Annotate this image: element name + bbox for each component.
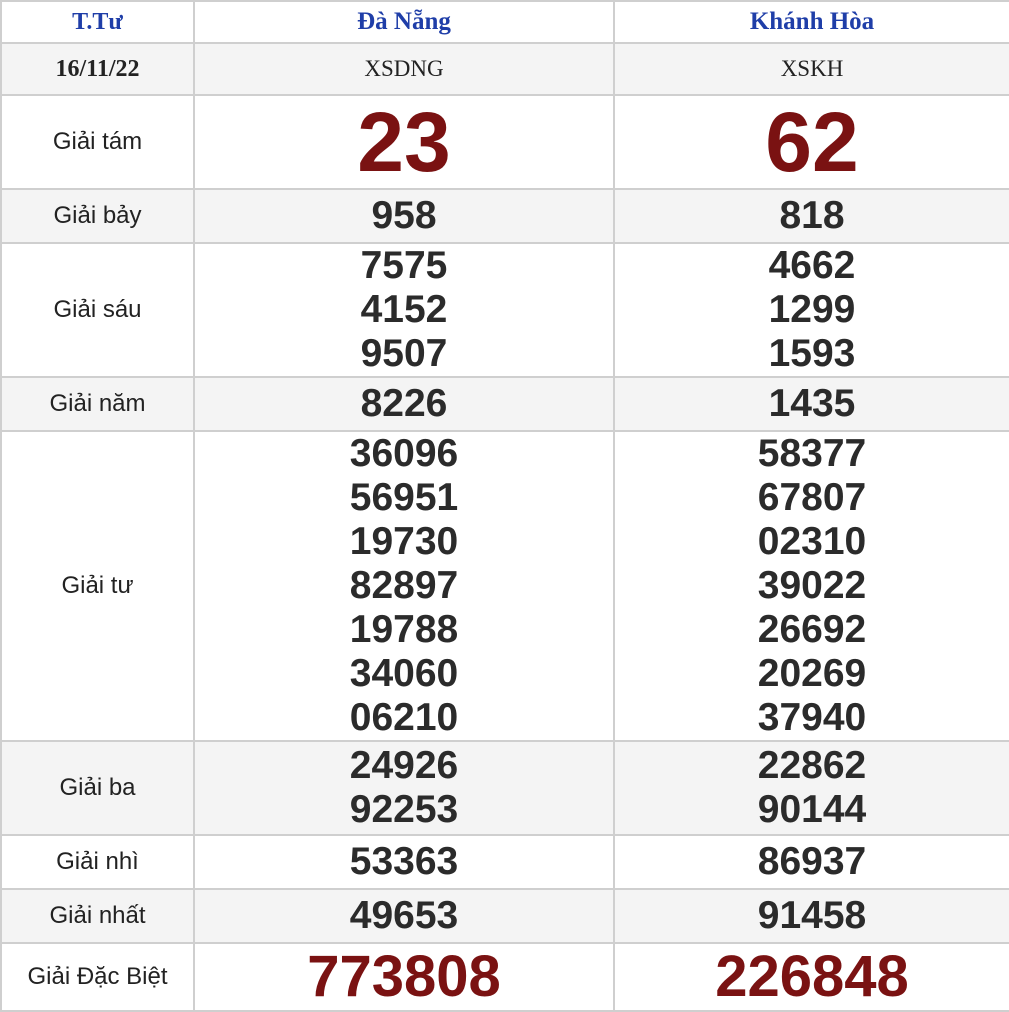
prize-cell-da-nang — [194, 431, 614, 741]
prize-number: 06210 — [349, 696, 459, 739]
prize-row-giai-nhi — [1, 835, 1009, 889]
prize-row-giai-dac-biet — [1, 943, 1009, 1011]
prize-number: 34060 — [349, 652, 459, 695]
date-row — [1, 43, 1009, 95]
prize-number: 958 — [371, 194, 437, 237]
prize-number: 36096 — [349, 432, 459, 475]
prize-cell-khanh-hoa — [614, 243, 1009, 377]
prize-number: 4662 — [768, 244, 856, 287]
prize-row-giai-nhat — [1, 889, 1009, 943]
prize-number: 1299 — [768, 288, 856, 331]
code-khanh-hoa: XSKH — [614, 43, 1009, 95]
prize-row-giai-nam — [1, 377, 1009, 431]
prize-number: 7575 — [360, 244, 448, 287]
prize-row-giai-ba — [1, 741, 1009, 835]
header-row — [1, 1, 1009, 43]
prize-number: 67807 — [757, 476, 867, 519]
prize-number: 56951 — [349, 476, 459, 519]
weekday-label: T.Tư — [1, 1, 194, 43]
prize-number: 92253 — [349, 788, 459, 831]
prize-label: Giải nhất — [1, 889, 194, 943]
prize-number: 818 — [779, 194, 845, 237]
prize-number: 37940 — [757, 696, 867, 739]
prize-number: 22862 — [757, 744, 867, 787]
prize-cell-da-nang — [194, 189, 614, 243]
prize-number: 82897 — [349, 564, 459, 607]
prize-cell-khanh-hoa — [614, 189, 1009, 243]
prize-cell-khanh-hoa — [614, 431, 1009, 741]
prize-number: 4152 — [360, 288, 448, 331]
prize-number: 1435 — [768, 382, 856, 425]
special-prize-number: 773808 — [307, 944, 501, 1009]
prize-number: 20269 — [757, 652, 867, 695]
prize-number: 53363 — [349, 840, 459, 883]
prize-cell-da-nang — [194, 377, 614, 431]
prize-cell-khanh-hoa — [614, 377, 1009, 431]
prize-cell-khanh-hoa — [614, 889, 1009, 943]
prize-cell-da-nang — [194, 95, 614, 189]
prize-label: Giải nhì — [1, 835, 194, 889]
prize-cell-khanh-hoa — [614, 835, 1009, 889]
prize-number: 1593 — [768, 332, 856, 375]
prize-number: 39022 — [757, 564, 867, 607]
prize-row-giai-tu — [1, 431, 1009, 741]
prize-row-giai-bay — [1, 189, 1009, 243]
prize-cell-khanh-hoa — [614, 943, 1009, 1011]
prize-number: 26692 — [757, 608, 867, 651]
special-prize-number: 226848 — [715, 944, 909, 1009]
prize-cell-khanh-hoa — [614, 95, 1009, 189]
prize-number: 24926 — [349, 744, 459, 787]
prize-number: 49653 — [349, 894, 459, 937]
prize-label: Giải tám — [1, 95, 194, 189]
prize-cell-da-nang — [194, 835, 614, 889]
prize-label: Giải bảy — [1, 189, 194, 243]
prize-number: 90144 — [757, 788, 867, 831]
prize-cell-da-nang — [194, 943, 614, 1011]
prize-row-giai-sau — [1, 243, 1009, 377]
prize-number: 62 — [765, 95, 859, 189]
prize-label: Giải ba — [1, 741, 194, 835]
prize-number: 19788 — [349, 608, 459, 651]
prize-number: 19730 — [349, 520, 459, 563]
prize-cell-da-nang — [194, 243, 614, 377]
prize-cell-da-nang — [194, 889, 614, 943]
province-da-nang[interactable]: Đà Nẵng — [194, 1, 614, 43]
draw-date: 16/11/22 — [1, 43, 194, 95]
prize-number: 02310 — [757, 520, 867, 563]
prize-number: 86937 — [757, 840, 867, 883]
prize-number: 58377 — [757, 432, 867, 475]
prize-label: Giải năm — [1, 377, 194, 431]
prize-number: 91458 — [757, 894, 867, 937]
code-da-nang: XSDNG — [194, 43, 614, 95]
province-khanh-hoa[interactable]: Khánh Hòa — [614, 1, 1009, 43]
prize-number: 23 — [357, 95, 451, 189]
prize-number: 8226 — [360, 382, 448, 425]
prize-row-giai-tam — [1, 95, 1009, 189]
prize-label: Giải Đặc Biệt — [1, 943, 194, 1011]
prize-cell-da-nang — [194, 741, 614, 835]
prize-label: Giải sáu — [1, 243, 194, 377]
prize-cell-khanh-hoa — [614, 741, 1009, 835]
prize-label: Giải tư — [1, 431, 194, 741]
prize-number: 9507 — [360, 332, 448, 375]
